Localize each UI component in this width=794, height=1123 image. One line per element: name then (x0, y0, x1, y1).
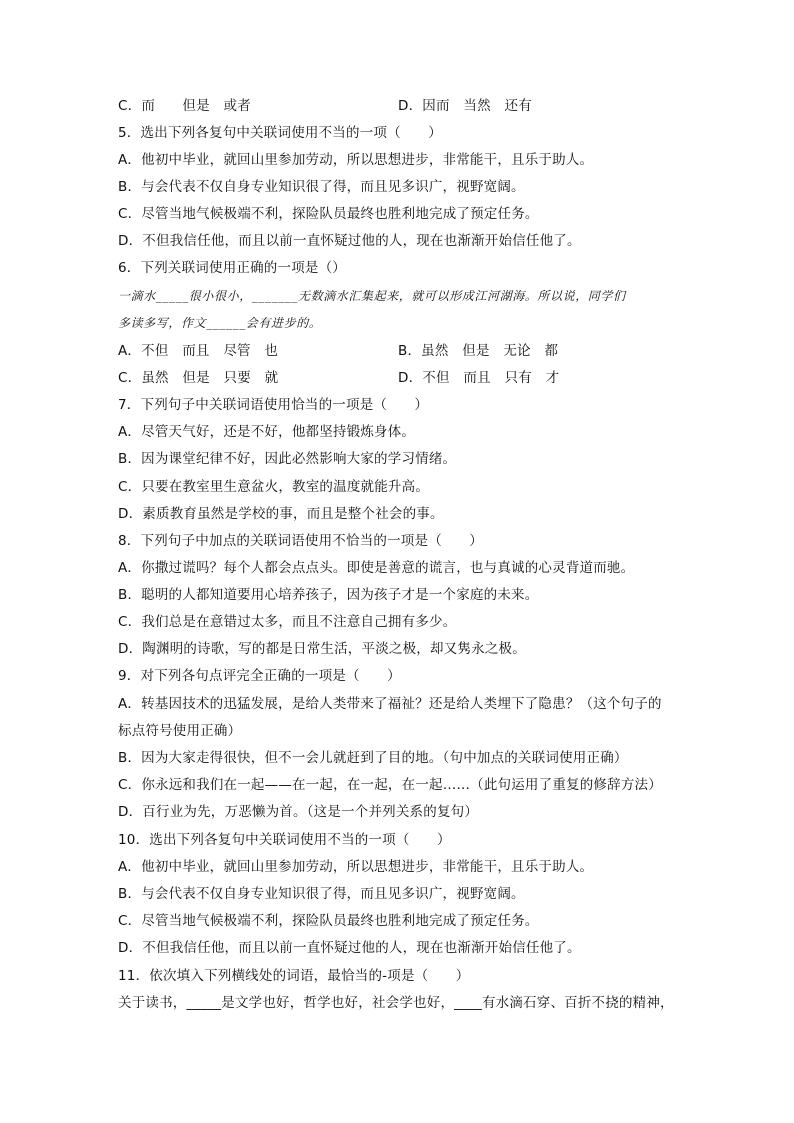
q4-option-d: D．因而 当然 还有 (398, 98, 532, 114)
q10-option-b: B．与会代表不仅自身专业知识很了得，而且见多识广，视野宽阔。 (118, 886, 525, 902)
q6-options-row-1 (118, 342, 559, 360)
q7-option-c: C．只要在教室里生意盆火，教室的温度就能升高。 (118, 479, 430, 495)
q5-option-d: D．不但我信任他，而且以前一直怀疑过他的人，现在也渐渐开始信任他了。 (118, 233, 581, 249)
q9-option-d: D．百行业为先，万恶懒为首。（这是一个并列关系的复句） (118, 804, 479, 820)
q9-option-c: C．你永远和我们在一起——在一起，在一起，在一起……（此句运用了重复的修辞方法） (118, 777, 662, 793)
q6-option-b: B．虽然 但是 无论 都 (398, 343, 559, 359)
q6-option-c: C．虽然 但是 只要 就 (118, 370, 279, 386)
q5-option-a: A．他初中毕业，就回山里参加劳动，所以思想进步，非常能干，且乐于助人。 (118, 152, 594, 168)
q6-stem: 6．下列关联词使用正确的一项是（） (118, 260, 346, 276)
q8-option-d: D．陶渊明的诗歌，写的都是日常生活，平淡之极，却又隽永之极。 (118, 641, 526, 657)
q11-stem: 11．依次填入下列横线处的词语，最恰当的-项是（ ） (118, 968, 470, 984)
q9-option-a-line-2: 标点符号使用正确） (118, 723, 242, 739)
q10-option-d: D．不但我信任他，而且以前一直怀疑过他的人，现在也渐渐开始信任他了。 (118, 940, 581, 956)
q10-stem: 10．选出下列各复句中关联词使用不当的一项（ ） (118, 832, 451, 848)
q7-option-a: A．尽管天气好，还是不好，他都坚持锻炼身体。 (118, 424, 416, 440)
q10-option-a: A．他初中毕业，就回山里参加劳动，所以思想进步，非常能干，且乐于助人。 (118, 859, 594, 875)
q5-option-b: B．与会代表不仅自身专业知识很了得，而且见多识广，视野宽阔。 (118, 179, 525, 195)
q8-option-a: A．你撒过谎吗？每个人都会点点头。即使是善意的谎言，也与真诚的心灵背道而驰。 (118, 560, 635, 576)
q6-option-a: A．不但 而且 尽管 也 (118, 343, 279, 359)
q8-option-c: C．我们总是在意错过太多，而且不注意自己拥有多少。 (118, 614, 457, 630)
q9-option-a-line-1: A．转基因技术的迅猛发展，是给人类带来了福祉？还是给人类埋下了隐患？（这个句子的 (118, 696, 662, 712)
q6-option-d: D．不但 而且 只有 才 (398, 370, 560, 386)
q9-option-b: B．因为大家走得很快，但不一会儿就赶到了目的地。（句中加点的关联词使用正确） (118, 750, 628, 766)
q7-option-d: D．素质教育虽然是学校的事，而且是整个社会的事。 (118, 506, 444, 522)
q10-option-c: C．尽管当地气候极端不利，探险队员最终也胜利地完成了预定任务。 (118, 913, 539, 929)
q7-stem: 7．下列句子中关联词语使用恰当的一项是（ ） (118, 397, 429, 413)
q5-option-c: C．尽管当地气候极端不利，探险队员最终也胜利地完成了预定任务。 (118, 206, 539, 222)
q7-option-b: B．因为课堂纪律不好，因此必然影响大家的学习情绪。 (118, 451, 457, 467)
q4-options-row (118, 97, 532, 115)
q8-stem: 8．下列句子中加点的关联词语使用不恰当的一项是（ ） (118, 533, 483, 549)
q6-passage-line-1: 一滴水_____很小很小，_______无数滴水汇集起来，就可以形成江河湖海。所以说，同学们 (118, 289, 626, 303)
q11-passage-line-1: 关于读书，_____是文学也好，哲学也好，社会学也好，____有水滴石穿、百折不挠的精神， (118, 995, 674, 1011)
q6-passage-line-2: 多读多写，作文______会有进步的。 (118, 316, 322, 330)
q9-stem: 9．对下列各句点评完全正确的一项是（ ） (118, 668, 401, 684)
q6-options-row-2 (118, 369, 560, 387)
q8-option-b: B．聪明的人都知道要用心培养孩子，因为孩子才是一个家庭的未来。 (118, 587, 539, 603)
q5-stem: 5．选出下列各复句中关联词使用不当的一项（ ） (118, 125, 442, 141)
q4-option-c: C．而 但是 或者 (118, 98, 251, 114)
